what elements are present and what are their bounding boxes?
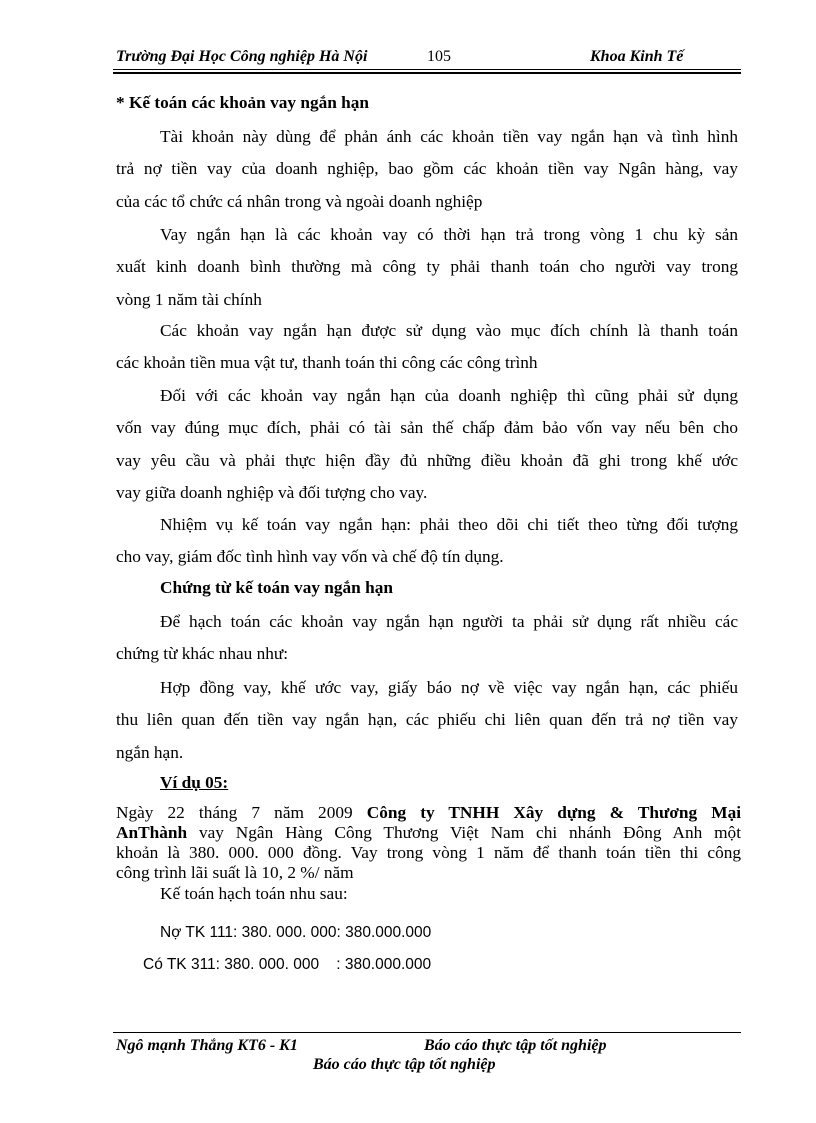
paragraph-line: xuất kinh doanh bình thường mà công ty phải thanh toán cho người vay trong (116, 257, 738, 277)
section-title: * Kế toán các khoản vay ngắn hạn (116, 93, 370, 112)
paragraph-line: Tài khoản này dùng để phản ánh các khoản tiền vay ngắn hạn và tình hình (160, 127, 738, 146)
paragraph-line: Đối với các khoản vay ngắn hạn của doanh nghiệp thì cũng phải sử dụng (160, 386, 738, 405)
paragraph-2 (116, 219, 738, 316)
paragraph-line: vay giữa doanh nghiệp và đối tượng cho vay. (116, 483, 428, 503)
example-company-name-cont: AnThành (116, 823, 188, 842)
paragraph-line: Nhiệm vụ kế toán vay ngắn hạn: phải theo dõi chi tiết theo từng đối tượng (160, 515, 738, 534)
example-line (116, 823, 741, 843)
paragraph-5 (116, 509, 738, 574)
example-company-name: Công ty TNHH Xây dựng & Thương Mại (366, 803, 742, 822)
footer-rule (113, 1032, 741, 1033)
example-line: khoản là 380. 000. 000 đồng. Vay trong vòng 1 năm để thanh toán tiền thi công (116, 843, 741, 862)
paragraph-line: Các khoản vay ngắn hạn được sử dụng vào mục đích chính là thanh toán (160, 321, 738, 340)
paragraph-4 (116, 380, 738, 510)
example-line: công trình lãi suất là 10, 2 %/ năm (116, 863, 354, 882)
header-rule-thick (113, 72, 741, 74)
paragraph-line: vốn vay đúng mục đích, phải có tài sản thế chấp đảm bảo vốn vay nếu bên cho (116, 418, 738, 438)
paragraph-1 (116, 121, 738, 218)
paragraph-line: Để hạch toán các khoản vay ngắn hạn người ta phải sử dụng rất nhiều các (160, 612, 738, 631)
footer-report-title: Báo cáo thực tập tốt nghiệp (424, 1037, 607, 1054)
paragraph-line: thu liên quan đến tiền vay ngắn hạn, các phiếu chi liên quan đến trả nợ tiền vay (116, 710, 738, 730)
header-department: Khoa Kinh Tế (590, 48, 684, 65)
subsection-title: Chứng từ kế toán vay ngắn hạn (160, 578, 393, 597)
debit-entry: Nợ TK 111: 380. 000. 000: 380.000.000 (160, 924, 432, 941)
footer-report-title-repeat: Báo cáo thực tập tốt nghiệp (313, 1056, 496, 1073)
paragraph-line: chứng từ khác nhau như: (116, 644, 289, 664)
paragraph-line: các khoản tiền mua vật tư, thanh toán thi công các công trình (116, 353, 538, 373)
header-school: Trường Đại Học Công nghiệp Hà Nội (116, 48, 368, 65)
paragraph-line: Hợp đồng vay, khế ước vay, giấy báo nợ về việc vay ngắn hạn, các phiếu (160, 678, 738, 697)
header-page-number: 105 (427, 48, 451, 65)
accounting-intro: Kế toán hạch toán nhu sau: (160, 884, 348, 903)
paragraph-3 (116, 315, 738, 380)
paragraph-7 (116, 672, 738, 769)
credit-entry: Có TK 311: 380. 000. 000 : 380.000.000 (143, 956, 432, 973)
paragraph-line: Vay ngắn hạn là các khoản vay có thời hạn trả trong vòng 1 chu kỳ sản (160, 225, 738, 244)
example-body (116, 803, 741, 883)
footer-author: Ngô mạnh Thắng KT6 - K1 (116, 1037, 298, 1054)
paragraph-line: vay yêu cầu và phải thực hiện đầy đủ những điều khoản đã ghi trong khế ước (116, 450, 738, 470)
example-date-text: Ngày 22 tháng 7 năm 2009 (116, 803, 367, 822)
example-line (116, 803, 741, 823)
paragraph-line: trả nợ tiền vay của doanh nghiệp, bao gồm các khoản tiền vay Ngân hàng, vay (116, 159, 738, 179)
paragraph-6 (116, 606, 738, 671)
header-rule-thin (113, 69, 741, 70)
example-title: Ví dụ 05: (160, 773, 229, 792)
paragraph-line: của các tổ chức cá nhân trong và ngoài doanh nghiệp (116, 191, 483, 211)
example-bank-text: vay Ngân Hàng Công Thương Việt Nam chi nhánh Đông Anh một (187, 823, 741, 842)
paragraph-line: ngắn hạn. (116, 742, 184, 762)
paragraph-line: vòng 1 năm tài chính (116, 289, 262, 309)
paragraph-line: cho vay, giám đốc tình hình vay vốn và chế độ tín dụng. (116, 547, 504, 567)
